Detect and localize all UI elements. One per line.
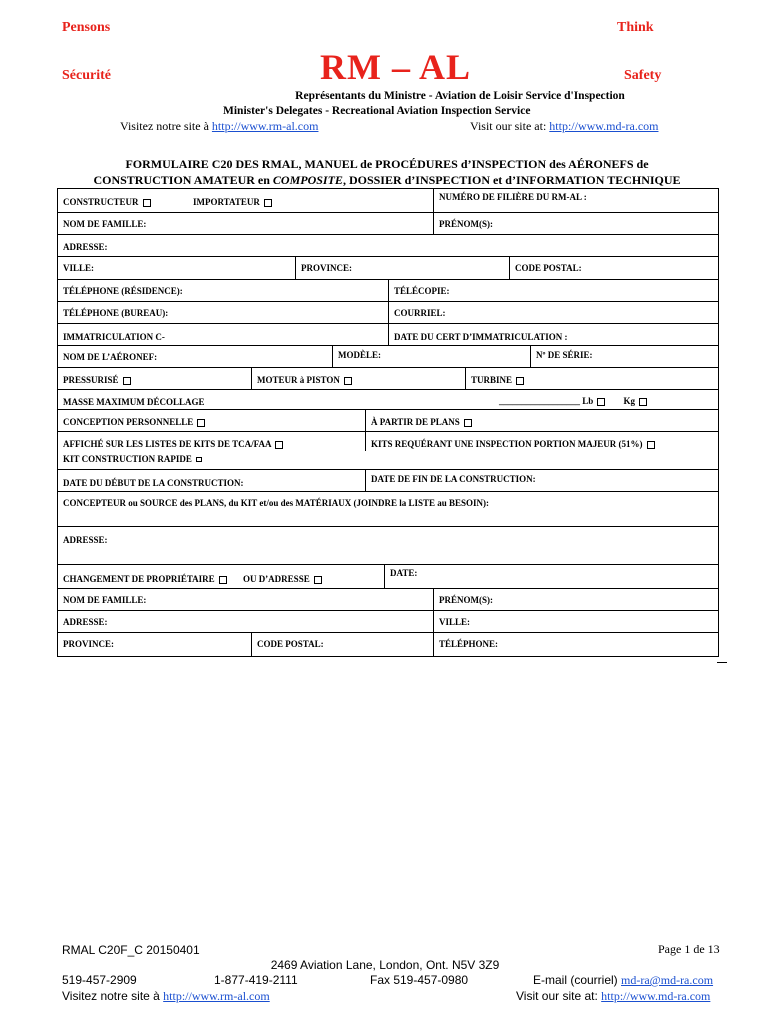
field-telecopie[interactable]: TÉLÉCOPIE: <box>388 280 718 301</box>
footer-phone1: 519-457-2909 <box>62 973 137 987</box>
field-tel-bureau[interactable]: TÉLÉPHONE (BUREAU): <box>63 308 169 318</box>
form-row-province2 <box>58 633 718 656</box>
form-edge-tick <box>717 662 727 663</box>
checkbox-lb[interactable] <box>597 398 605 406</box>
checkbox-kg[interactable] <box>639 398 647 406</box>
label-changement-prop: CHANGEMENT DE PROPRIÉTAIRE <box>63 574 215 584</box>
field-modele[interactable]: MODÈLE: <box>332 346 530 367</box>
checkbox-affiche-listes[interactable] <box>275 441 283 449</box>
footer-phone2: 1-877-419-2111 <box>214 973 298 987</box>
form-row-tel-bur <box>58 302 718 324</box>
header-safety: Safety <box>624 68 662 83</box>
checkbox-kit-rapide[interactable] <box>196 457 202 462</box>
label-ou-adresse: OU D’ADRESSE <box>242 574 310 584</box>
field-kits-requerant[interactable] <box>365 432 718 451</box>
label-kits-requerant: KITS REQUÉRANT UNE INSPECTION PORTION MAJEUR (51%) <box>371 439 643 449</box>
form-row-conception <box>58 410 718 432</box>
label-conception-perso: CONCEPTION PERSONNELLE <box>63 417 194 427</box>
form-row-aeronef <box>58 346 718 368</box>
field-immatriculation[interactable]: IMMATRICULATION C- <box>63 332 165 342</box>
field-date-debut[interactable]: DATE DU DÉBUT DE LA CONSTRUCTION: <box>63 478 244 488</box>
field-moteur-piston[interactable] <box>251 368 465 389</box>
form-row-dates <box>58 470 718 492</box>
field-telephone[interactable]: TÉLÉPHONE: <box>433 633 718 656</box>
checkbox-changement-prop[interactable] <box>219 576 227 584</box>
form-row-concepteur <box>58 492 718 527</box>
field-nom-famille[interactable]: NOM DE FAMILLE: <box>63 219 147 229</box>
field-code-postal[interactable]: CODE POSTAL: <box>509 257 718 279</box>
label-importateur: IMPORTATEUR <box>193 197 260 207</box>
footer-address: 2469 Aviation Lane, London, Ont. N5V 3Z9 <box>270 958 500 972</box>
field-tel-residence[interactable]: TÉLÉPHONE (RÉSIDENCE): <box>63 286 183 296</box>
form-row-ville <box>58 257 718 280</box>
form-row-adresse <box>58 235 718 257</box>
field-a-partir-plans[interactable] <box>365 410 718 431</box>
header-pensons: Pensons <box>62 20 111 35</box>
footer-visit-fr-link[interactable]: http://www.rm-al.com <box>163 989 270 1003</box>
checkbox-constructeur[interactable] <box>143 199 151 207</box>
field-adresse2[interactable]: ADRESSE: <box>63 535 108 545</box>
checkbox-pressurise[interactable] <box>123 377 131 385</box>
checkbox-ou-adresse[interactable] <box>314 576 322 584</box>
checkbox-importateur[interactable] <box>264 199 272 207</box>
checkbox-turbine[interactable] <box>516 377 524 385</box>
checkbox-conception-perso[interactable] <box>197 419 205 427</box>
label-moteur-piston: MOTEUR à PISTON <box>257 375 340 385</box>
form-row-name <box>58 213 718 235</box>
form-row-immat <box>58 324 718 346</box>
field-nom-famille2[interactable]: NOM DE FAMILLE: <box>63 595 147 605</box>
field-courriel[interactable]: COURRIEL: <box>388 302 718 323</box>
form-row-masse <box>58 390 718 410</box>
field-conception-perso[interactable] <box>58 410 365 431</box>
header-think: Think <box>617 20 654 35</box>
header-visit-en-label: Visit our site at: <box>470 119 547 133</box>
label-pressurise: PRESSURISÉ <box>63 375 119 385</box>
footer-fax: Fax 519-457-0980 <box>370 973 469 987</box>
form-title-line2a: CONSTRUCTION AMATEUR en <box>93 173 273 187</box>
field-prenoms2[interactable]: PRÉNOM(S): <box>433 589 718 610</box>
form-row-type <box>58 189 718 213</box>
checkbox-a-partir-plans[interactable] <box>464 419 472 427</box>
field-adresse[interactable]: ADRESSE: <box>63 242 108 252</box>
masse-blank: __________________ Lb <box>499 396 594 406</box>
field-no-serie[interactable]: Nº DE SÉRIE: <box>530 346 718 367</box>
form-row-changement <box>58 565 718 589</box>
form-row-name2 <box>58 589 718 611</box>
header-line-en: Minister's Delegates - Recreational Aviation Inspection Service <box>223 105 531 117</box>
footer-email-link[interactable]: md-ra@md-ra.com <box>621 973 714 987</box>
field-ville[interactable]: VILLE: <box>63 263 95 273</box>
field-nom-aeronef[interactable]: NOM DE L’AÉRONEF: <box>63 352 158 362</box>
header-visit-fr-link[interactable]: http://www.rm-al.com <box>211 119 319 133</box>
field-numero-filiere[interactable]: NUMÉRO DE FILIÈRE DU RM-AL : <box>433 189 718 212</box>
label-a-partir-plans: À PARTIR DE PLANS <box>371 417 460 427</box>
form-row-kits <box>58 432 718 470</box>
form-row-adresse3 <box>58 611 718 633</box>
label-kit-rapide: KIT CONSTRUCTION RAPIDE <box>63 454 192 464</box>
header-securite: Sécurité <box>62 68 111 83</box>
footer-visit-fr <box>62 989 270 1004</box>
checkbox-moteur-piston[interactable] <box>344 377 352 385</box>
field-concepteur[interactable]: CONCEPTEUR ou SOURCE des PLANS, du KIT et/ou des MATÉRIAUX (JOINDRE la LISTE au BESOIN): <box>63 498 489 508</box>
field-masse-value[interactable] <box>494 390 718 409</box>
header-title: RM – AL <box>320 47 471 87</box>
header-line-fr: Représentants du Ministre - Aviation de Loisir Service d'Inspection <box>295 90 625 102</box>
field-turbine[interactable] <box>465 368 718 389</box>
field-constructeur[interactable] <box>58 189 188 212</box>
footer-page: Page 1 de 13 <box>658 942 720 956</box>
field-date-cert[interactable]: DATE DU CERT D’IMMATRICULATION : <box>388 324 718 345</box>
field-importateur[interactable] <box>188 189 433 212</box>
form-row-propulsion <box>58 368 718 390</box>
field-province2[interactable]: PROVINCE: <box>63 639 114 649</box>
form-title-line1: FORMULAIRE C20 DES RMAL, MANUEL de PROCÉDURES d’INSPECTION des AÉRONEFS de <box>125 157 649 171</box>
form-title-line2 <box>57 173 717 188</box>
field-kit-rapide[interactable] <box>58 450 358 469</box>
label-turbine: TURBINE <box>471 375 513 385</box>
header-visit-fr-label: Visitez notre site à <box>120 119 209 133</box>
field-masse-max: MASSE MAXIMUM DÉCOLLAGE <box>63 397 205 407</box>
field-province[interactable]: PROVINCE: <box>295 257 509 279</box>
footer-email <box>533 973 713 988</box>
label-affiche-listes: AFFICHÉ SUR LES LISTES DE KITS DE TCA/FAA <box>63 439 272 449</box>
field-date[interactable]: DATE: <box>384 565 718 588</box>
field-changement[interactable] <box>58 565 384 588</box>
field-code-postal2[interactable]: CODE POSTAL: <box>251 633 433 656</box>
footer-visit-en <box>516 989 710 1004</box>
form-row-tel-res <box>58 280 718 302</box>
header-visit-en <box>470 119 658 134</box>
header-visit-fr <box>120 119 318 134</box>
footer-email-label: E-mail (courriel) <box>533 973 618 987</box>
label-constructeur: CONSTRUCTEUR <box>63 197 139 207</box>
form-table <box>57 188 719 657</box>
header-visit-en-link[interactable]: http://www.md-ra.com <box>549 119 659 133</box>
field-prenoms[interactable]: PRÉNOM(S): <box>433 213 718 234</box>
field-adresse3[interactable]: ADRESSE: <box>63 617 108 627</box>
field-pressurise[interactable] <box>58 368 251 389</box>
footer-form-id: RMAL C20F_C 20150401 <box>62 943 200 957</box>
field-ville2[interactable]: VILLE: <box>433 611 718 632</box>
form-title-line2c: , DOSSIER d’INSPECTION et d’INFORMATION TECHNIQUE <box>342 173 681 187</box>
footer-visit-en-label: Visit our site at: <box>516 989 598 1003</box>
footer-visit-fr-label: Visitez notre site à <box>62 989 160 1003</box>
form-title-line2b: COMPOSITE <box>272 173 343 187</box>
checkbox-kits-requerant[interactable] <box>647 441 655 449</box>
form-row-adresse2 <box>58 527 718 565</box>
label-kg: Kg <box>623 396 636 406</box>
footer-visit-en-link[interactable]: http://www.md-ra.com <box>601 989 711 1003</box>
field-date-fin[interactable]: DATE DE FIN DE LA CONSTRUCTION: <box>365 470 718 491</box>
